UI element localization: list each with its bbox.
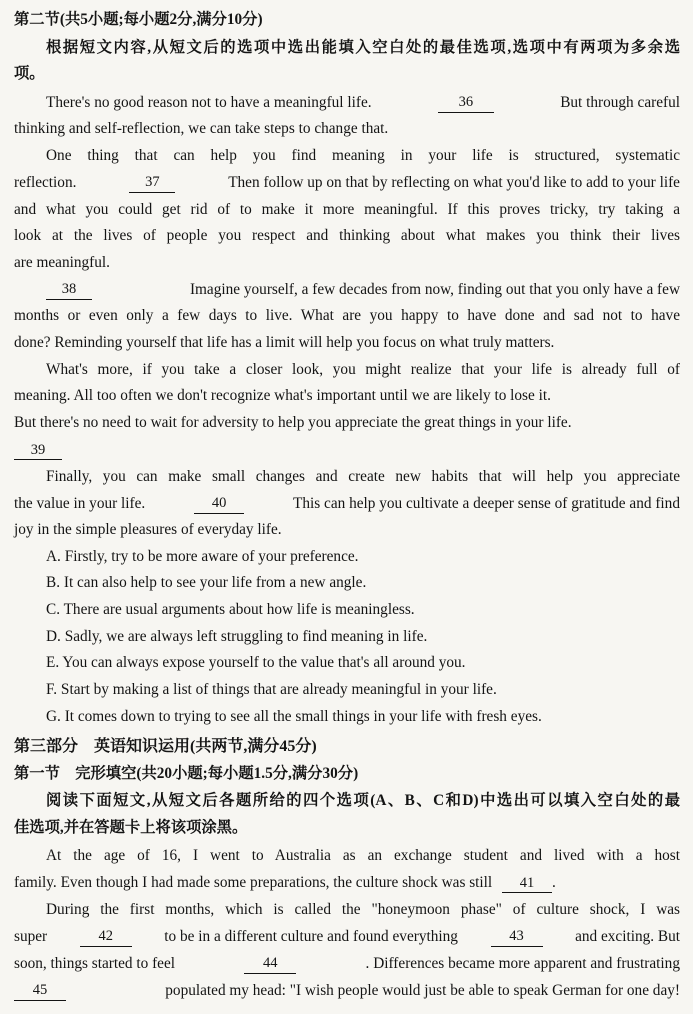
- part3-instruction-line1: 阅读下面短文,从短文后各题所给的四个选项(A、B、C和D)中选出可以填入空白处的最: [46, 792, 680, 809]
- passage-p2-line1: One thing that can help you find meaning in your life is structured, systematic: [46, 147, 680, 164]
- option-c: C. There are usual arguments about how life is meaningless.: [46, 601, 415, 618]
- passage-p4-line2: meaning. All too often we don't recognize what's important until we are likely to lose it.: [14, 387, 551, 404]
- passage-p2-line2: reflection. 37 Then follow up on that by reflecting on what you'd like to add to your life: [14, 174, 680, 191]
- passage-p5-line2: the value in your life. 40 This can help you cultivate a deeper sense of gratitude and find: [14, 495, 680, 512]
- passage-p3-line2: months or even only a few days to live. What are you happy to have done and sad not to have: [14, 307, 680, 324]
- passage-p4-line1: What's more, if you take a closer look, you might realize that your life is already full of: [46, 361, 680, 378]
- part3-subheading: 第一节 完形填空(共20小题;每小题1.5分,满分30分): [14, 765, 359, 782]
- blank-45: 45: [14, 981, 66, 1001]
- cloze-p2-line1: During the first months, which is called the "honeymoon phase" of culture shock, I was: [46, 901, 680, 918]
- option-g: G. It comes down to trying to see all the small things in your life with fresh eyes.: [46, 708, 542, 725]
- passage-p2-line3: and what you could get rid of to make it more meaningful. If this proves tricky, try taking a: [14, 201, 680, 218]
- passage-p4-line3: But there's no need to wait for adversity to help you appreciate the great things in your life.: [14, 414, 572, 431]
- cloze-p2-line4: 45 populated my head: "I wish people would just be able to speak German for one day!: [14, 981, 680, 1001]
- passage-p3-line1: 38 Imagine yourself, a few decades from now, finding out that you only have a few: [46, 280, 680, 300]
- passage-p3-line3: done? Reminding yourself that life has a limit will help you focus on what truly matters.: [14, 334, 555, 351]
- blank-40: 40: [194, 494, 244, 514]
- blank-43: 43: [491, 927, 543, 947]
- blank-41: 41: [502, 874, 552, 893]
- cloze-p2-line2: super 42 to be in a different culture and found everything 43 and exciting. But: [14, 928, 680, 945]
- part3-instruction-line2: 佳选项,并在答题卡上将该项涂黑。: [14, 819, 248, 836]
- blank-36: 36: [438, 93, 494, 113]
- passage-p1-line1: There's no good reason not to have a meaningful life. 36 But through careful: [46, 94, 680, 111]
- passage-p2-line4: look at the lives of people you respect and thinking about what makes you think their lives: [14, 227, 680, 244]
- option-a: A. Firstly, try to be more aware of your preference.: [46, 548, 359, 565]
- option-d: D. Sadly, we are always left struggling to find meaning in life.: [46, 628, 428, 645]
- section2-instruction-line2: 项。: [14, 65, 45, 82]
- cloze-p1-line2: family. Even though I had made some preparations, the culture shock was still 41 .: [14, 874, 556, 891]
- passage-p5-line1: Finally, you can make small changes and create new habits that will help you appreciate: [46, 468, 680, 485]
- cloze-p1-line1: At the age of 16, I went to Australia as an exchange student and lived with a host: [46, 847, 680, 864]
- passage-p5-line3: joy in the simple pleasures of everyday life.: [14, 521, 282, 538]
- blank-37: 37: [129, 173, 175, 193]
- passage-p1-line2: thinking and self-reflection, we can take steps to change that.: [14, 120, 389, 137]
- passage-p4-line4: [14, 440, 680, 460]
- option-f: F. Start by making a list of things that are already meaningful in your life.: [46, 681, 497, 698]
- section2-heading: 第二节(共5小题;每小题2分,满分10分): [14, 11, 263, 28]
- blank-42: 42: [80, 927, 132, 947]
- passage-p2-line5: are meaningful.: [14, 254, 110, 271]
- blank-44: 44: [244, 954, 296, 974]
- blank-39: 39: [14, 441, 62, 460]
- option-e: E. You can always expose yourself to the value that's all around you.: [46, 654, 466, 671]
- option-b: B. It can also help to see your life from a new angle.: [46, 574, 367, 591]
- cloze-p2-line3: soon, things started to feel 44 . Differences became more apparent and frustrating: [14, 955, 680, 972]
- part3-heading: 第三部分 英语知识运用(共两节,满分45分): [14, 738, 317, 755]
- section2-instruction-line1: 根据短文内容,从短文后的选项中选出能填入空白处的最佳选项,选项中有两项为多余选: [46, 39, 680, 56]
- blank-38: 38: [46, 280, 92, 300]
